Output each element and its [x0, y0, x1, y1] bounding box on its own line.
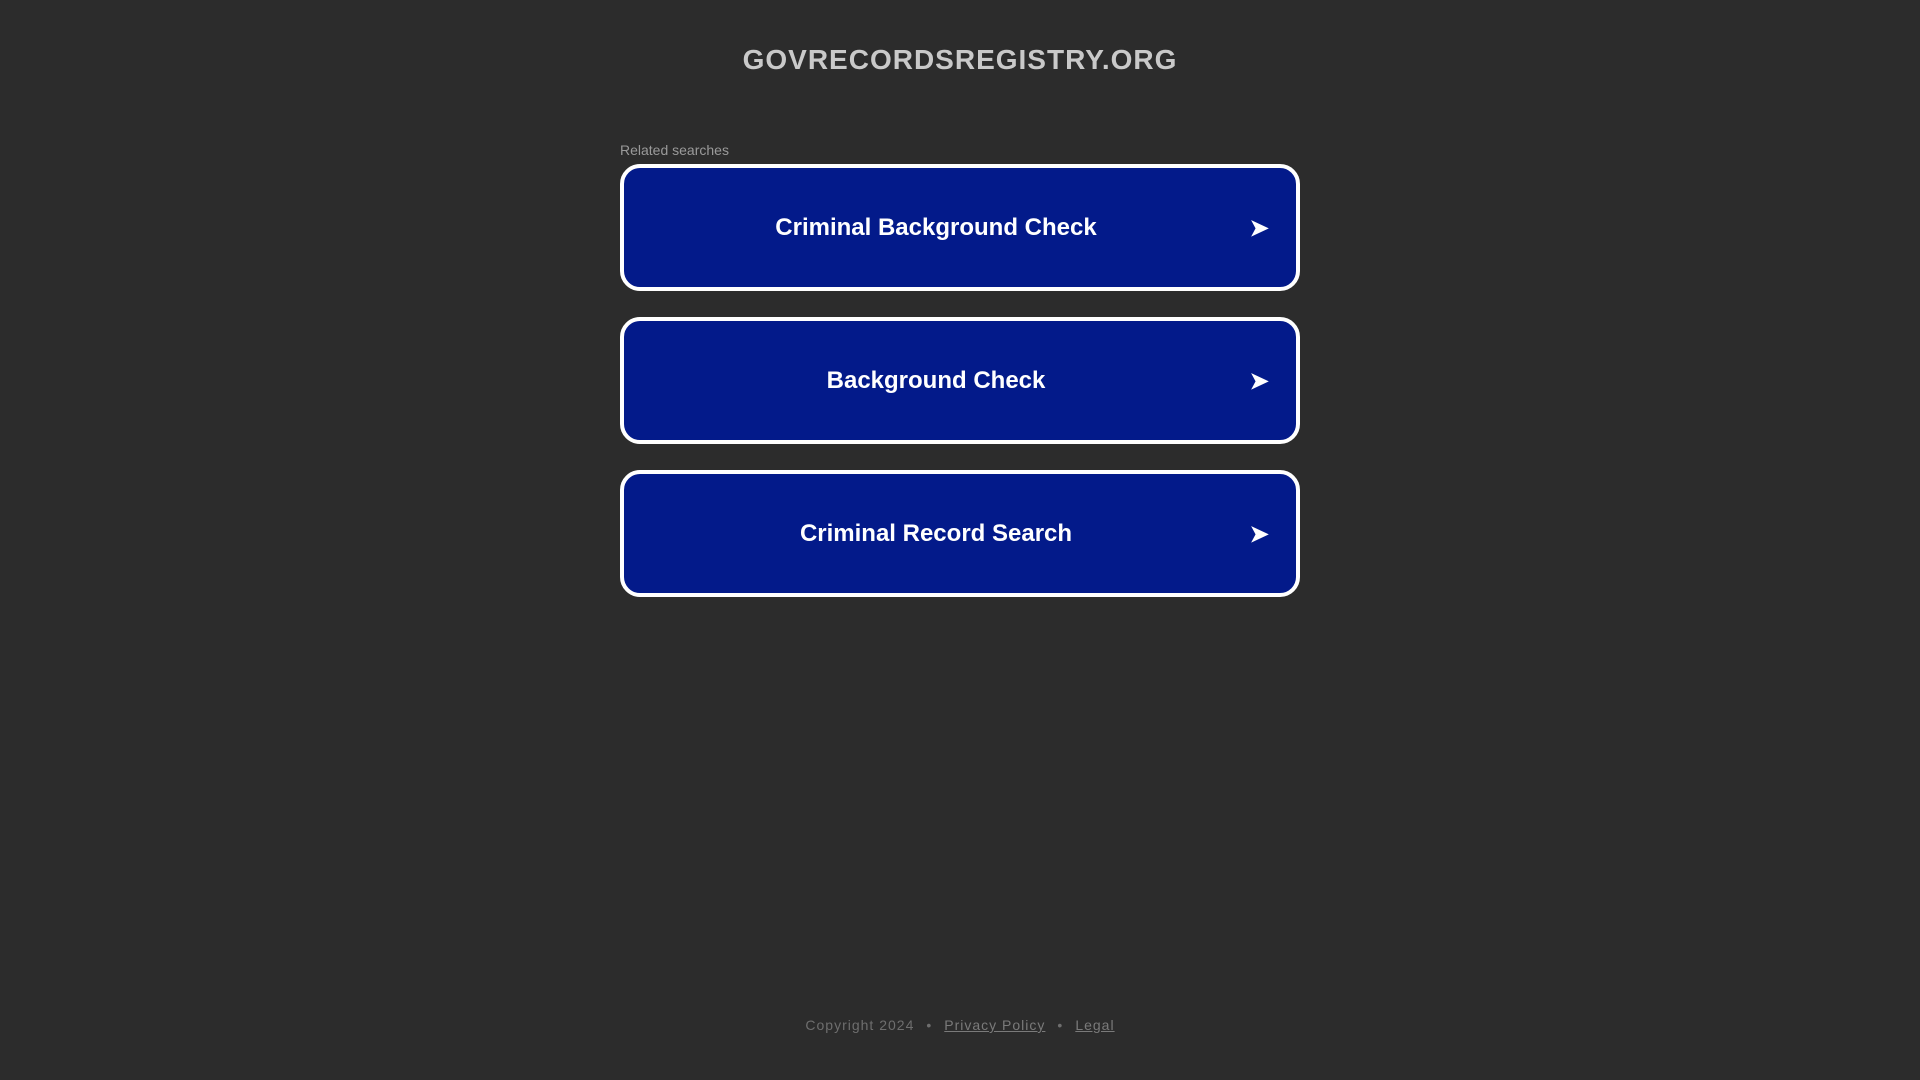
- search-button-label: Background Check: [826, 366, 1046, 394]
- privacy-policy-link[interactable]: Privacy Policy: [944, 1017, 1046, 1033]
- related-searches: [620, 142, 1300, 623]
- footer-separator: •: [926, 1017, 933, 1033]
- footer: [0, 1017, 1920, 1033]
- site-domain-title: GOVRECORDSREGISTRY.ORG: [742, 44, 1178, 75]
- related-searches-label: Related searches: [620, 142, 729, 158]
- arrow-right-icon: ➤: [1248, 212, 1270, 242]
- legal-link[interactable]: Legal: [1075, 1017, 1115, 1033]
- search-button-criminal-background-check[interactable]: [620, 164, 1300, 291]
- copyright-text: Copyright 2024: [805, 1017, 915, 1033]
- search-button-label: Criminal Record Search: [799, 519, 1073, 547]
- arrow-right-icon: ➤: [1248, 518, 1270, 548]
- arrow-right-icon: ➤: [1248, 365, 1270, 395]
- search-button-background-check[interactable]: [620, 317, 1300, 444]
- footer-separator: •: [1057, 1017, 1064, 1033]
- search-button-criminal-record-search[interactable]: [620, 470, 1300, 597]
- search-button-label: Criminal Background Check: [775, 213, 1097, 241]
